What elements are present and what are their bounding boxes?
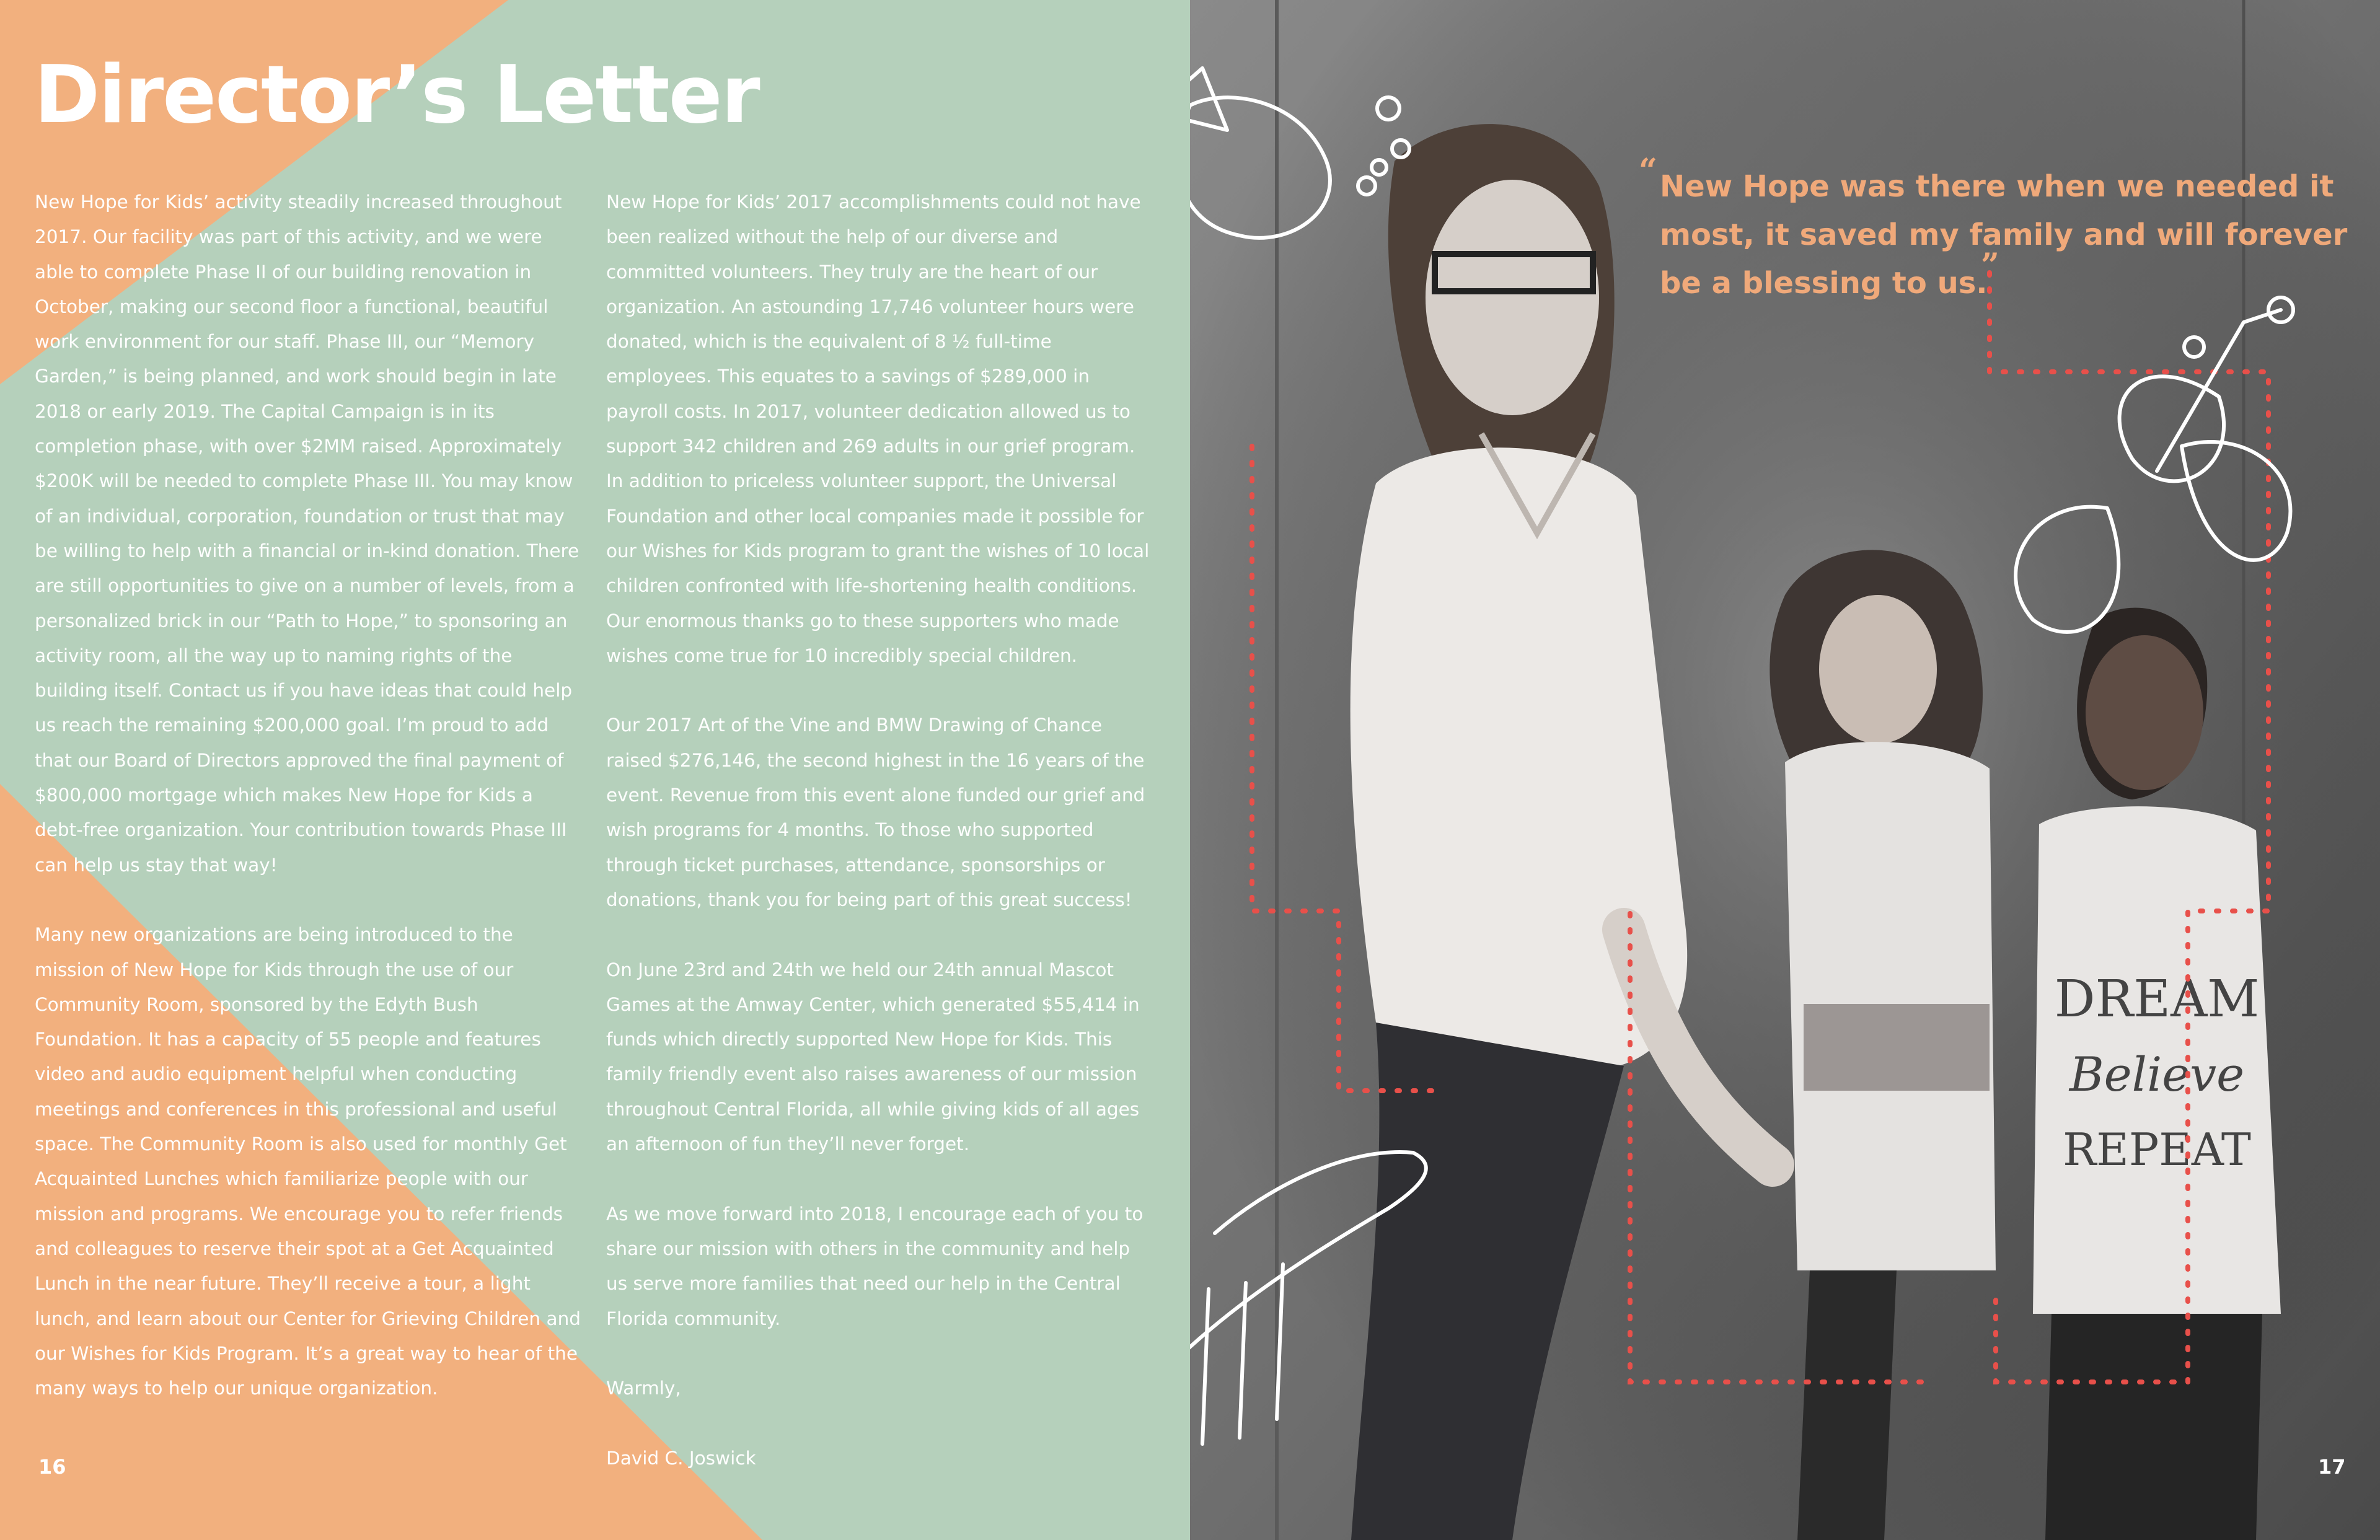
page-number-right: 17	[2318, 1455, 2346, 1479]
letter-signature: David C. Joswick	[606, 1447, 756, 1469]
letter-paragraph: Our 2017 Art of the Vine and BMW Drawing of Chance raised $276,146, the second highest in the 16 years of the event. Revenue from this event alone funded our grief and wish programs for 4 months. To those who supported through ticket purchases, attendance, sponsorships or donations, thank you for being part of this great success!	[606, 715, 1145, 910]
page-title: Director’s Letter	[34, 49, 759, 141]
shirt-text-2: Believe	[2069, 1047, 2245, 1102]
shirt-text-1: DREAM	[2054, 970, 2260, 1029]
shirt-text-3: REPEAT	[2063, 1124, 2251, 1176]
letter-paragraph: On June 23rd and 24th we held our 24th annual Mascot Games at the Amway Center, which generated $55,414 in funds which directly supported New Hope for Kids. This family friendly event also raises awareness of our mission throughout Central Florida, all while giving kids of all ages an afternoon of fun they’ll never forget.	[606, 959, 1140, 1155]
pull-quote: New Hope was there when we needed it most, it saved my family and will forever be a blessing to us.	[1660, 169, 2348, 301]
letter-paragraph: Many new organizations are being introduced to the mission of New Hope for Kids through the use of our Community Room, sponsored by the Edyth Bush Foundation. It has a capacity of 55 people and features video and audio equipment helpful when conducting meetings and conferences in this professional and useful space. The Community Room is also used for monthly Get Acquainted Lunches which familiarize people with our mission and programs. We encourage you to refer friends and colleagues to reserve their spot at a Get Acquainted Lunch in the near future. They’ll receive a tour, a light lunch, and learn about our Center for Grieving Children and our Wishes for Kids Program. It’s a great way to hear of the many ways to help our unique organization.	[35, 924, 581, 1399]
letter-closing: Warmly,	[606, 1378, 681, 1399]
letter-paragraph: As we move forward into 2018, I encourage each of you to share our mission with others in the community and help us serve more families that need our help in the Central Florida community.	[606, 1203, 1144, 1329]
letter-column-right	[606, 185, 1152, 1476]
quote-open-mark: “	[1639, 152, 1657, 190]
letter-paragraph: New Hope for Kids’ activity steadily increased throughout 2017. Our facility was part of this activity, and we were able to complete Phase II of our building renovation in October, making our second floor a functional, beautiful work environment for our staff. Phase III, our “Memory Garden,” is being planned, and work should begin in late 2018 or early 2019. The Capital Campaign is in its completion phase, with over $2MM raised. Approximately $200K will be needed to complete Phase III. You may know of an individual, corporation, foundation or trust that may be willing to help with a financial or in-kind donation. There are still opportunities to give on a number of levels, from a personalized brick in our “Path to Hope,” to sponsoring an activity room, all the way up to naming rights of the building itself. Contact us if you have ideas that could help us reach the remaining $200,000 goal. I’m proud to add that our Board of Directors approved the final payment of $800,000 mortgage which makes New Hope for Kids a debt-free organization. Your contribution towards Phase III can help us stay that way!	[35, 191, 580, 876]
page-number-left: 16	[38, 1455, 66, 1479]
quote-close-mark: ”	[1981, 247, 1999, 284]
letter-paragraph: New Hope for Kids’ 2017 accomplishments could not have been realized without the help of our diverse and committed volunteers. They truly are the heart of our organization. An astounding 17,746 volunteer hours were donated, which is the equivalent of 8 ½ full-time employees. This equates to a savings of $289,000 in payroll costs. In 2017, volunteer dedication allowed us to support 342 children and 269 adults in our grief program. In addition to priceless volunteer support, the Universal Foundation and other local companies made it possible for our Wishes for Kids program to grant the wishes of 10 local children confronted with life-shortening health conditions. Our enormous thanks go to these supporters who made wishes come true for 10 incredibly special children.	[606, 191, 1150, 666]
letter-column-left	[35, 185, 586, 1406]
